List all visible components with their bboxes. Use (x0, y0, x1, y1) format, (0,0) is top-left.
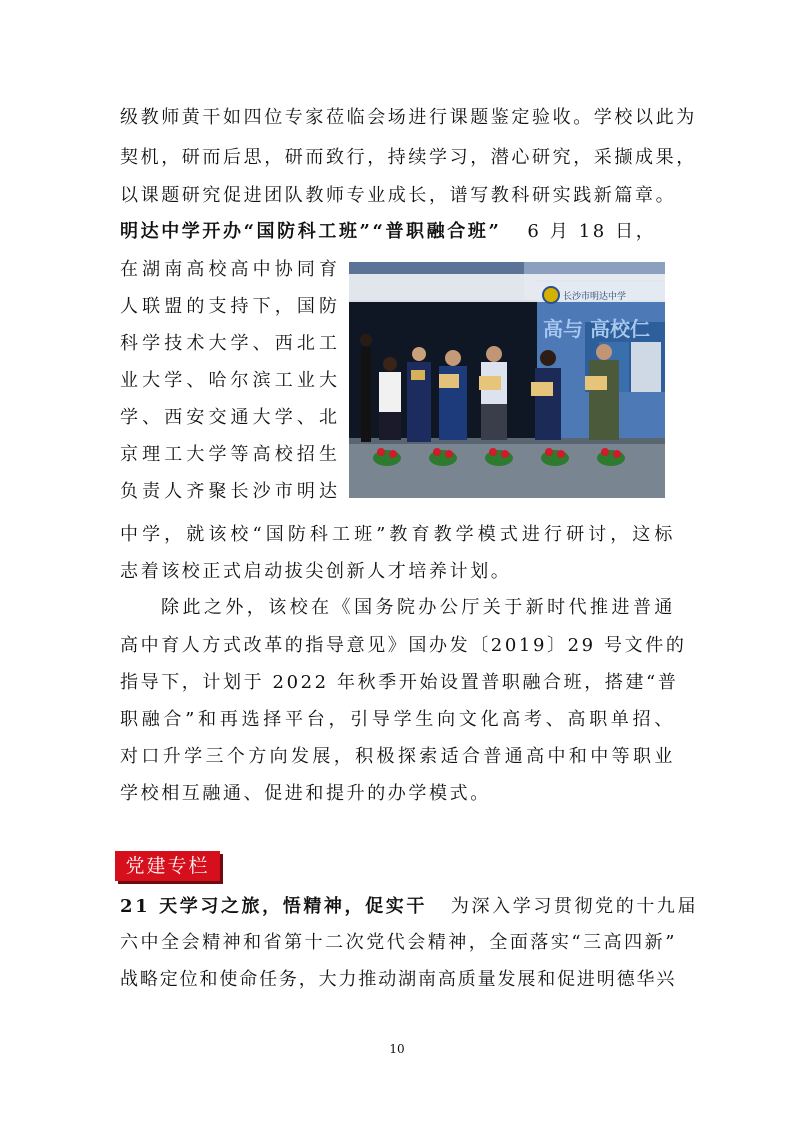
second-para-line-4: 职融合”和再选择平台，引导学生向文化高考、高职单招、 (120, 709, 675, 730)
banner-slogan: 高与 高校仁 (543, 317, 650, 341)
article-heading-line (120, 220, 675, 244)
second-para-line-1: 除此之外，该校在《国务院办公厅关于新时代推进普通 (161, 597, 675, 618)
intro-line-3: 以课题研究促进团队教师专业成长，谱写教科研实践新篇章。 (120, 185, 677, 206)
second-para-line-6: 学校相互融通、促进和提升的办学模式。 (120, 783, 491, 804)
wrap-line-5: 学、西安交通大学、北 (120, 407, 340, 428)
page-number: 10 (389, 1042, 405, 1056)
wrap-line-4: 业大学、哈尔滨工业大 (120, 370, 340, 391)
intro-line-2: 契机，研而后思，研而致行，持续学习，潜心研究，采撷成果， (120, 147, 697, 168)
wrap-line-6: 京理工大学等高校招生 (120, 444, 340, 465)
article-heading: 明达中学开办“国防科工班”“普职融合班” (120, 221, 502, 242)
section-line-3: 战略定位和使命任务，大力推动湖南高质量发展和促进明德华兴 (120, 969, 675, 990)
section-tag-party-building: 党建专栏 (115, 851, 220, 881)
wrap-line-1: 在湖南高校高中协同育 (120, 259, 340, 280)
award-ceremony-photo (349, 262, 665, 498)
wrap-line-7: 负责人齐聚长沙市明达 (120, 481, 340, 502)
section-first-line-rest: 为深入学习贯彻党的十九届 (450, 896, 699, 917)
section-line-2: 六中全会精神和省第十二次党代会精神，全面落实“三高四新” (120, 932, 675, 953)
banner-school-name: 长沙市明达中学 (563, 292, 627, 302)
section-heading-line (120, 895, 699, 919)
second-para-line-3: 指导下，计划于 2022 年秋季开始设置普职融合班，搭建“普 (120, 672, 679, 693)
after-line-2: 志着该校正式启动拔尖创新人才培养计划。 (120, 561, 512, 582)
wrap-line-3: 科学技术大学、西北工 (120, 333, 340, 354)
second-para-line-5: 对口升学三个方向发展，积极探索适合普通高中和中等职业 (120, 746, 675, 767)
after-line-1: 中学，就该校“国防科工班”教育教学模式进行研讨，这标 (120, 524, 675, 545)
second-para-line-2: 高中育人方式改革的指导意见》国办发〔2019〕29 号文件的 (120, 635, 687, 656)
intro-line-1: 级教师黄干如四位专家莅临会场进行课题鉴定验收。学校以此为 (120, 107, 697, 128)
article-date: 6 月 18 日， (527, 221, 657, 242)
wrap-line-2: 人联盟的支持下，国防 (120, 296, 340, 317)
section-heading: 21 天学习之旅，悟精神，促实干 (120, 896, 427, 917)
